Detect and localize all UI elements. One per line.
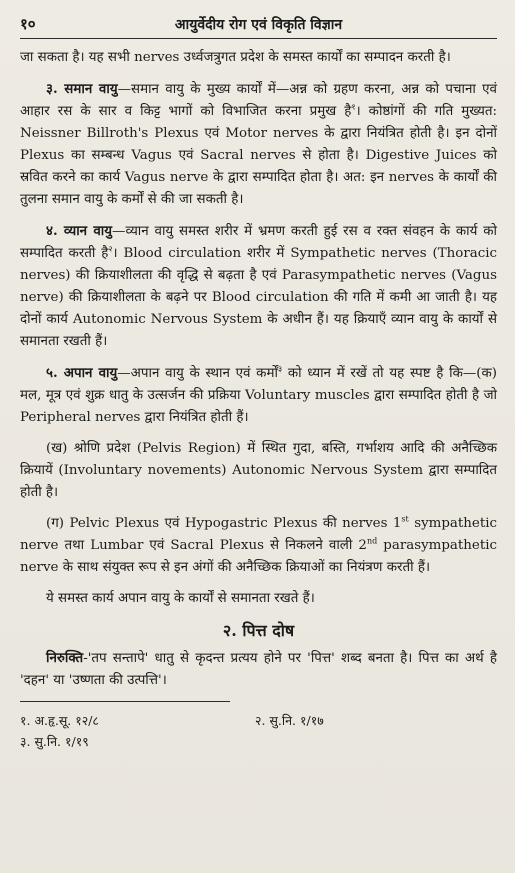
footnote-ref: १: [351, 102, 356, 112]
body-text: [20, 47, 497, 692]
paragraph-ga: [20, 513, 497, 579]
paragraph-text-mid: sympathetic nerve तथा Lumbar एवं Sacral Plexus से निकलने वाली 2: [20, 516, 497, 553]
paragraph-lead: ४. व्यान वायु: [46, 223, 113, 239]
paragraph-text: (ग) Pelvic Plexus एवं Hypogastric Plexus की nerves 1: [46, 516, 402, 531]
paragraph-lead: निरुक्ति: [46, 650, 84, 666]
paragraph-text: —समान वायु के मुख्य कार्यों में—अन्न को ग्रहण करना, अन्न को पचाना एवं आहार रस के सार व किट्ट भागों को विभाजित करना प्रमुख है: [20, 82, 498, 119]
section-heading: २. पित्त दोष: [222, 621, 295, 640]
paragraph-text: -'तप सन्तापे' धातु से कृदन्त प्रत्यय होने पर 'पित्त' शब्द बनता है। पित्त का अर्थ है 'दहन' या 'उष्णता की उत्पत्ति'।: [20, 651, 497, 688]
paragraph-text-tail: । Blood circulation शरीर में Sympathetic nerves (Thoracic nerves) की क्रियाशीलता की वृद्धि से बढ़ता है एवं Parasympathetic nerves (Vagus nerve) की क्रियाशीलता के बढ़ने पर Blood circulation की गति में कमी आ जाती है। यह दोनों कार्य Autonomic Nervous System के अधीन हैं। यह क्रियाएँ व्यान वायु के कार्यों से समानता रखती हैं।: [20, 246, 497, 349]
footnote-2: २. सु.नि. १/१७: [255, 713, 324, 728]
page-number: १०: [20, 15, 36, 33]
footnote-1: १. अ.हृ.सू. १२/८: [20, 713, 99, 728]
superscript-st: st: [401, 514, 409, 524]
paragraph-text: जा सकता है। यह सभी nerves उर्ध्वजत्रुगत प्रदेश के समस्त कार्यों का सम्पादन करती है।: [20, 50, 451, 65]
paragraph-vyana-vayu: [20, 220, 497, 353]
footnote-divider: [20, 701, 230, 702]
paragraph-text-tail: । कोष्ठांगों की गति मुख्यत: Neissner Billroth's Plexus एवं Motor nerves के द्वारा नियंत्रित होती है। इन दोनों Plexus का सम्बन्ध Vagus एवं Sacral nerves से होता है। Digestive Juices को स्रवित करने का कार्य Vagus nerve के द्वारा सम्पादित होता है। अत: इन nerves के कार्यों की तुलना समान वायु के कर्मों से की जा सकती है।: [20, 104, 497, 207]
paragraph-text: —व्यान वायु समस्त शरीर में भ्रमण करती हुई रस व रक्त संवहन के कार्य को सम्पादित करती है: [20, 224, 498, 261]
footnote-ref: २: [108, 244, 113, 254]
paragraph-kha: [20, 438, 497, 504]
running-title: आयुर्वेदीय रोग एवं विकृति विज्ञान: [174, 17, 343, 33]
footnote-3: ३. सु.नि. १/१९: [20, 734, 89, 749]
paragraph-lead: ३. समान वायु: [46, 81, 118, 97]
paragraph-text: ये समस्त कार्य अपान वायु के कार्यों से समानता रखते हैं।: [46, 591, 315, 606]
paragraph-samana-vayu: [20, 78, 497, 211]
paragraph-summary: [20, 588, 497, 610]
superscript-nd: nd: [366, 536, 378, 546]
footnote-row: [20, 731, 497, 752]
paragraph-text: —अपान वायु के स्थान एवं कर्मों: [117, 366, 278, 381]
paragraph-apana-vayu: [20, 362, 497, 429]
footnote-row: [20, 710, 497, 731]
footnotes: [20, 710, 497, 752]
paragraph-text-tail: parasympathetic nerve के साथ संयुक्त रूप से इन अंगों की अनैच्छिक क्रियाओं का नियंत्रण करती हैं।: [20, 538, 497, 575]
page-header: [20, 14, 497, 39]
paragraph-lead: ५. अपान वायु: [46, 365, 118, 381]
paragraph-text: (ख) श्रोणि प्रदेश (Pelvis Region) में स्थित गुदा, बस्ति, गर्भाशय आदि की अनैच्छिक क्रियायें (Involuntary novements) Autonomic Nervous System द्वारा सम्पादित होती है।: [20, 441, 497, 500]
paragraph-continuation: [20, 47, 497, 69]
paragraph-text-tail: को ध्यान में रखें तो यह स्पष्ट है कि—(क) मल, मूत्र एवं शुक्र धातु के उत्सर्जन की प्रक्रिया Voluntary muscles द्वारा सम्पादित होती है जो Peripheral nerves द्वारा नियंत्रित होती हैं।: [20, 366, 497, 425]
paragraph-nirukti: [20, 647, 497, 692]
footnote-ref: ३: [277, 364, 283, 374]
